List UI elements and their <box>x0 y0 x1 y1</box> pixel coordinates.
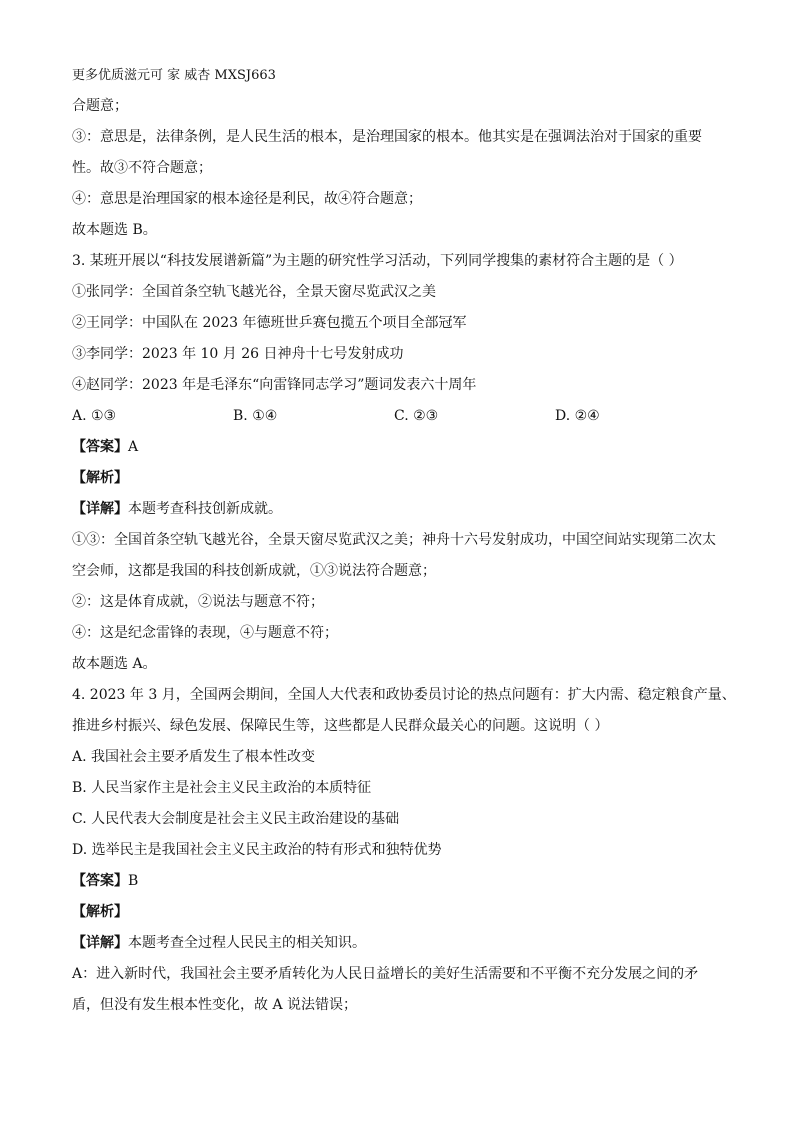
detail-text: 本题考查全过程人民民主的相关知识。 <box>128 935 366 951</box>
answer-value: A <box>128 439 139 455</box>
q3-item: ③李同学：2023 年 10 月 26 日神舟十七号发射成功 <box>72 346 404 362</box>
q3-explanation: ②：这是体育成就，②说法与题意不符； <box>72 594 324 610</box>
q3-explanation: 空会师，这都是我国的科技创新成就，①③说法符合题意； <box>72 563 436 579</box>
question-4-stem: 推进乡村振兴、绿色发展、保障民生等，这些都是人民群众最关心的问题。这说明（ ） <box>72 718 609 734</box>
q3-option-d: D. ②④ <box>555 408 600 424</box>
q3-item: ①张同学：全国首条空轨飞越光谷，全景天窗尽览武汉之美 <box>72 284 436 300</box>
analysis-label: 【解析】 <box>72 904 128 920</box>
q4-detail <box>72 928 732 959</box>
answer-label: 【答案】 <box>72 439 128 455</box>
answer-value: B <box>128 873 139 889</box>
detail-label: 【详解】 <box>72 935 128 951</box>
q3-analysis <box>72 463 732 494</box>
detail-text: 本题考查科技创新成就。 <box>128 501 282 517</box>
q4-explanation: A：进入新时代，我国社会主要矛盾转化为人民日益增长的美好生活需要和不平衡不充分发展之间的矛 <box>72 966 699 982</box>
text-line: 合题意； <box>72 98 128 114</box>
q3-answer <box>72 432 732 463</box>
document-page <box>72 60 736 1021</box>
detail-label: 【详解】 <box>72 501 128 517</box>
q4-analysis <box>72 897 732 928</box>
analysis-label: 【解析】 <box>72 470 128 486</box>
text-line: ③：意思是，法律条例，是人民生活的根本，是治理国家的根本。他其实是在强调法治对于国家的重要 <box>72 129 702 145</box>
q4-explanation: 盾，但没有发生根本性变化，故 A 说法错误； <box>72 997 358 1013</box>
q4-option-d: D. 选举民主是我国社会主义民主政治的特有形式和独特优势 <box>72 842 442 858</box>
answer-label: 【答案】 <box>72 873 128 889</box>
q4-option-a: A. 我国社会主要矛盾发生了根本性改变 <box>72 749 316 765</box>
q3-options <box>72 401 732 432</box>
q4-option-b: B. 人民当家作主是社会主义民主政治的本质特征 <box>72 780 372 796</box>
text-line: 故本题选 B。 <box>72 222 157 238</box>
q3-option-c: C. ②③ <box>394 408 439 424</box>
q3-item: ④赵同学：2023 年是毛泽东“向雷锋同志学习”题词发表六十周年 <box>72 377 477 393</box>
q3-conclusion: 故本题选 A。 <box>72 656 157 672</box>
q3-option-a: A. ①③ <box>72 408 117 424</box>
q3-item: ②王同学：中国队在 2023 年德班世乒赛包揽五个项目全部冠军 <box>72 315 467 331</box>
question-4-stem: 4. 2023 年 3 月，全国两会期间，全国人大代表和政协委员讨论的热点问题有：扩大内需、稳定粮食产量、 <box>72 687 736 703</box>
question-3-stem: 3. 某班开展以“科技发展谱新篇”为主题的研究性学习活动，下列同学搜集的素材符合主题的是（ ） <box>72 253 683 269</box>
q4-option-c: C. 人民代表大会制度是社会主义民主政治建设的基础 <box>72 811 400 827</box>
q3-detail <box>72 494 732 525</box>
text-line: ④：意思是治理国家的根本途径是利民，故④符合题意； <box>72 191 422 207</box>
text-line: 性。故③不符合题意； <box>72 160 212 176</box>
page-header: 更多优质滋元可 家 威杏 MXSJ663 <box>72 68 276 83</box>
q3-explanation: ④：这是纪念雷锋的表现，④与题意不符； <box>72 625 338 641</box>
q3-explanation: ①③：全国首条空轨飞越光谷，全景天窗尽览武汉之美；神舟十六号发射成功，中国空间站实现第二次太 <box>72 532 716 548</box>
q4-answer <box>72 866 732 897</box>
q3-option-b: B. ①④ <box>233 408 278 424</box>
